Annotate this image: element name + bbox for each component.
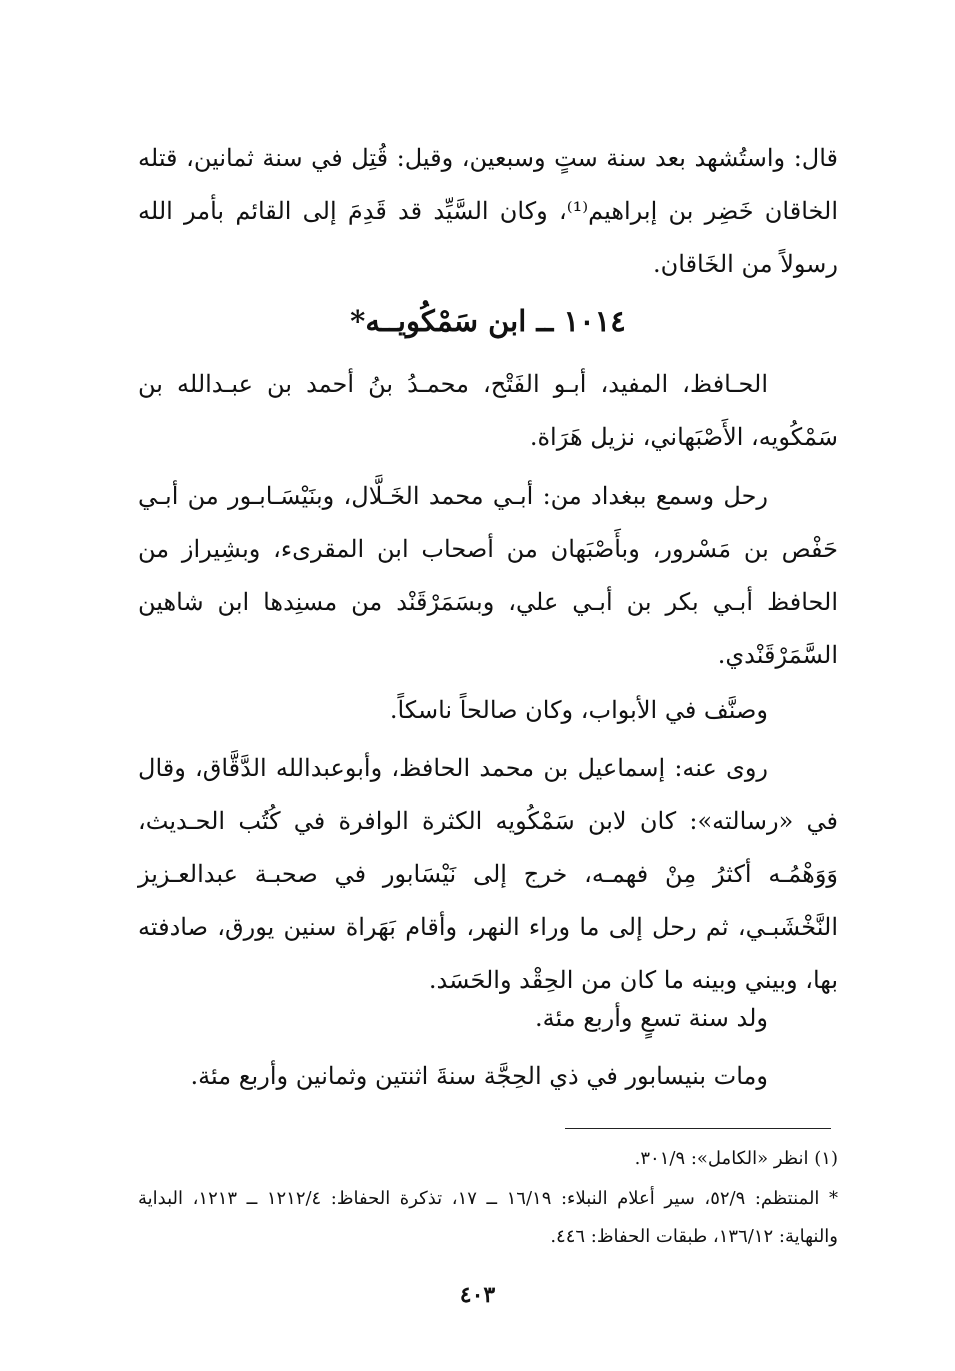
page-number: ٤٠٣ [459,1282,496,1308]
footnote-sources: * المنتظم: ٥٢/٩، سير أعلام النبلاء: ١٦/١٩ ــ ١٧، تذكرة الحفاظ: ١٢١٢/٤ ــ ١٢١٣، البداية والنهاية: ١٣٦/١٢، طبقات الحفاظ: ٤٤٦. [138,1188,839,1247]
entry-heading: ١٠١٤ ــ ابن سَمْكُويــه* [350,304,626,338]
narrators-paragraph: روى عنه: إسماعيل بن محمد الحافظ، وأبوعبدالله الدَّقَّاق، وقال في «رسالته»: كان لابن سَمْكُويه الكثرة الوافرة في كُتُب الحـديث، وَوَهْمُـه أكثرُ مِنْ فهمـه، خرج إلى نَيْسَابور في صحبـة عبدالعـزيز النَّخْشَبـي، ثم رحل إلى ما وراء النهر، وأقام بَهَراة سنين يورق، صادفته بها، وبيني وبينه ما كان من الحِقْد والحَسَد. [138,754,838,994]
footnote-1: (١) انظر «الكامل»: ٣٠١/٩. [634,1148,838,1169]
works-paragraph: وصنَّف في الأبواب، وكان صالحاً ناسكاً. [389,696,768,724]
birth-paragraph: ولد سنة تسعٍ وأربع مئة. [535,1004,768,1032]
footnote-divider [565,1128,831,1129]
death-paragraph: ومات بنيسابور في ذي الحِجَّة سنةَ اثنتين وثمانين وأربع مئة. [190,1062,768,1090]
intro-paragraph: قال: واستُشهد بعد سنة ستٍ وسبعين، وقيل: قُتِل في سنة ثمانين، قتله الخاقان خَضِر بن إبراهيم⁽¹⁾، وكان السَّيِّد قد قَدِمَ إلى القائم بأمر الله رسولاً من الخَاقان. [138,144,838,278]
travel-paragraph: رحل وسمع ببغداد من: أبـي محمد الخَـلَّال، وبنَيْسَـابـور من أبـي حَفْص بن مَسْرور، وبأَصْبَهان من أصحاب ابن المقرىء، وبشِيراز من الحافظ أبـي بكر بن أبـي علي، وبسَمَرْقَنْد من مسنِدها ابن شاهين السَّمَرْقَنْدي. [138,482,839,669]
name-paragraph: الحـافظ، المفيد، أبـو الفَتْح، محمـدُ بنُ أحمد بن عبـدالله بن سَمْكُويه، الأَصْبَهاني، نزيل هَرَاة. [138,370,838,451]
